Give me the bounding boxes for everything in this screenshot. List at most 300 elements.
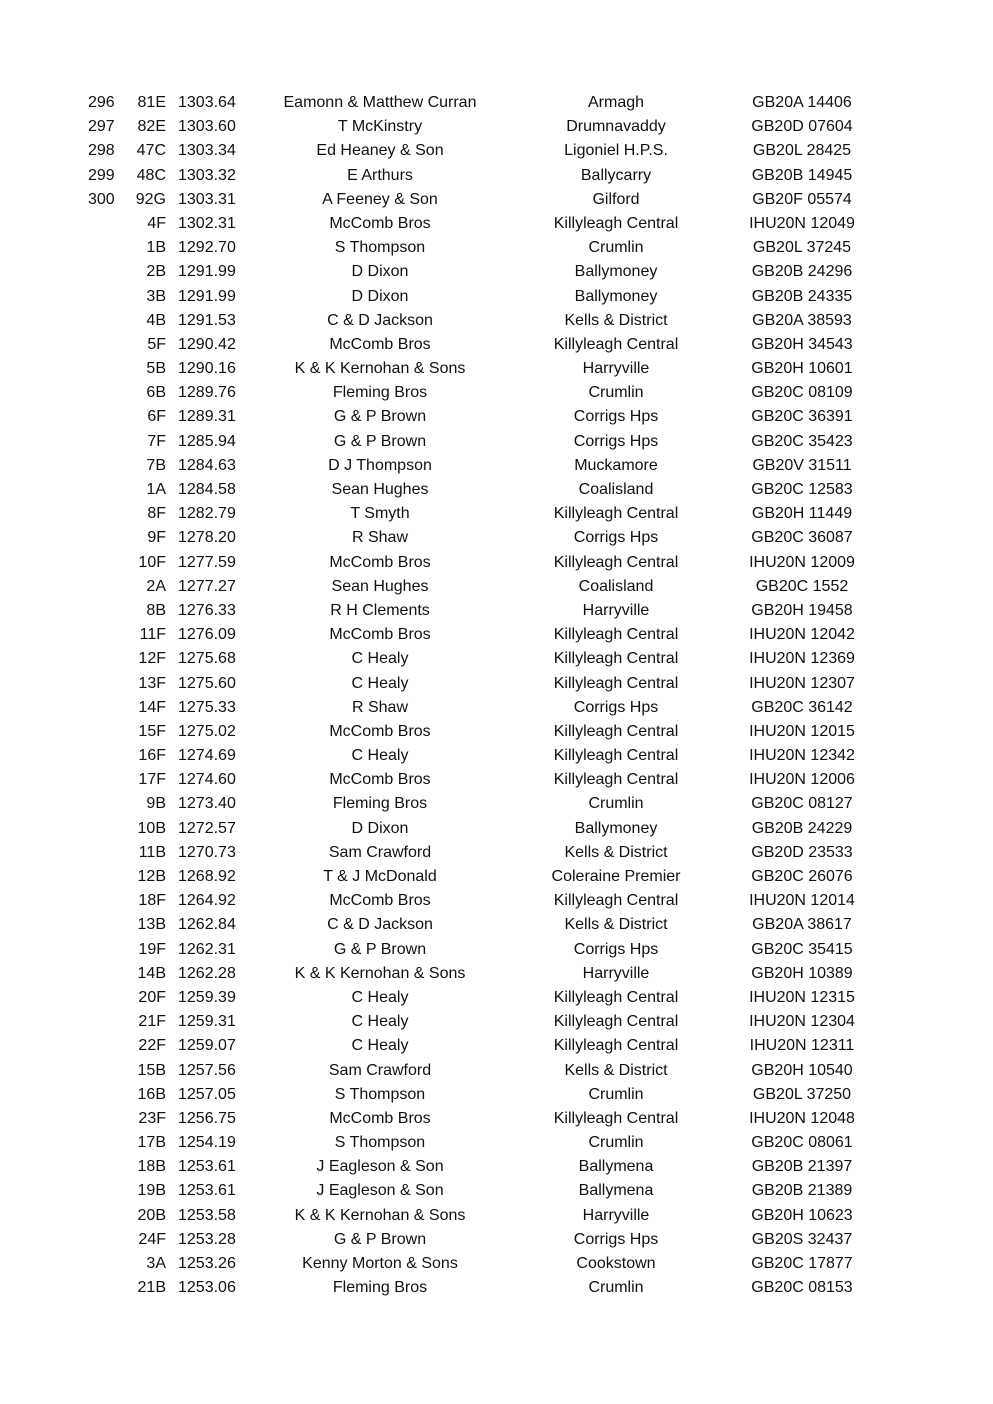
table-row bbox=[0, 1228, 993, 1252]
velocity-cell: 1303.32 bbox=[178, 166, 236, 184]
ring-number-cell: GB20H 10601 bbox=[751, 360, 853, 378]
fancier-name-cell: McComb Bros bbox=[329, 722, 431, 740]
velocity-cell: 1276.09 bbox=[178, 626, 236, 644]
fancier-name-cell: D J Thompson bbox=[328, 456, 432, 474]
section-code-cell: 17F bbox=[138, 771, 166, 789]
table-row bbox=[0, 913, 993, 937]
ring-number-cell: IHU20N 12048 bbox=[749, 1109, 855, 1127]
fancier-name-cell: E Arthurs bbox=[347, 166, 413, 184]
ring-number-cell: GB20D 07604 bbox=[751, 118, 853, 136]
results-table bbox=[0, 91, 993, 1300]
fancier-name-cell: McComb Bros bbox=[329, 214, 431, 232]
velocity-cell: 1257.05 bbox=[178, 1085, 236, 1103]
table-row bbox=[0, 526, 993, 550]
section-code-cell: 13B bbox=[137, 916, 166, 934]
table-row bbox=[0, 454, 993, 478]
ring-number-cell: GB20F 05574 bbox=[752, 190, 852, 208]
ring-number-cell: GB20A 38617 bbox=[752, 916, 852, 934]
table-row bbox=[0, 1179, 993, 1203]
club-cell: Ballycarry bbox=[580, 166, 652, 184]
table-row bbox=[0, 139, 993, 163]
section-code-cell: 14B bbox=[137, 964, 166, 982]
velocity-cell: 1274.69 bbox=[178, 747, 236, 765]
section-code-cell: 4B bbox=[146, 311, 166, 329]
section-code-cell: 13F bbox=[138, 674, 166, 692]
velocity-cell: 1303.64 bbox=[178, 94, 236, 111]
ring-number-cell: GB20L 37250 bbox=[752, 1085, 852, 1103]
table-row bbox=[0, 986, 993, 1010]
section-code-cell: 1A bbox=[146, 481, 166, 498]
velocity-cell: 1278.20 bbox=[178, 529, 236, 547]
velocity-cell: 1291.99 bbox=[178, 263, 236, 281]
club-cell: Kells & District bbox=[564, 1061, 668, 1079]
section-code-cell: 3B bbox=[146, 287, 166, 305]
table-row bbox=[0, 623, 993, 647]
club-cell: Crumlin bbox=[588, 795, 644, 813]
section-code-cell: 24F bbox=[138, 1230, 166, 1248]
club-cell: Coalisland bbox=[578, 481, 654, 498]
position-cell: 296 bbox=[88, 94, 115, 111]
section-code-cell: 12F bbox=[138, 650, 166, 668]
club-cell: Ballymoney bbox=[574, 819, 658, 837]
section-code-cell: 16F bbox=[138, 747, 166, 765]
ring-number-cell: GB20C 08127 bbox=[751, 795, 853, 813]
velocity-cell: 1284.58 bbox=[178, 481, 236, 498]
velocity-cell: 1274.60 bbox=[178, 771, 236, 789]
club-cell: Ballymena bbox=[578, 1158, 654, 1176]
table-row bbox=[0, 575, 993, 599]
ring-number-cell: IHU20N 12014 bbox=[749, 892, 855, 910]
table-row bbox=[0, 91, 993, 115]
table-row bbox=[0, 478, 993, 502]
fancier-name-cell: Sam Crawford bbox=[328, 843, 432, 861]
fancier-name-cell: McComb Bros bbox=[329, 771, 431, 789]
fancier-name-cell: R Shaw bbox=[351, 698, 409, 716]
velocity-cell: 1273.40 bbox=[178, 795, 236, 813]
table-row bbox=[0, 647, 993, 671]
velocity-cell: 1259.31 bbox=[178, 1013, 236, 1031]
section-code-cell: 23F bbox=[138, 1109, 166, 1127]
table-row bbox=[0, 744, 993, 768]
table-row bbox=[0, 672, 993, 696]
club-cell: Killyleagh Central bbox=[553, 722, 679, 740]
ring-number-cell: GB20B 21397 bbox=[751, 1158, 853, 1176]
table-row bbox=[0, 938, 993, 962]
section-code-cell: 10B bbox=[137, 819, 166, 837]
ring-number-cell: IHU20N 12315 bbox=[749, 988, 855, 1006]
ring-number-cell: GB20H 19458 bbox=[751, 601, 853, 619]
table-row bbox=[0, 1083, 993, 1107]
velocity-cell: 1268.92 bbox=[178, 868, 236, 885]
club-cell: Coleraine Premier bbox=[551, 868, 681, 885]
club-cell: Corrigs Hps bbox=[573, 940, 659, 958]
club-cell: Kells & District bbox=[564, 916, 668, 934]
position-cell: 300 bbox=[88, 190, 115, 208]
section-code-cell: 17B bbox=[137, 1134, 166, 1152]
club-cell: Killyleagh Central bbox=[553, 650, 679, 668]
section-code-cell: 5B bbox=[146, 360, 166, 378]
club-cell: Corrigs Hps bbox=[573, 698, 659, 716]
velocity-cell: 1275.60 bbox=[178, 674, 236, 692]
ring-number-cell: IHU20N 12369 bbox=[749, 650, 855, 668]
fancier-name-cell: McComb Bros bbox=[329, 626, 431, 644]
fancier-name-cell: McComb Bros bbox=[329, 892, 431, 910]
velocity-cell: 1289.31 bbox=[178, 408, 236, 426]
velocity-cell: 1270.73 bbox=[178, 843, 236, 861]
club-cell: Corrigs Hps bbox=[573, 408, 659, 426]
ring-number-cell: IHU20N 12311 bbox=[749, 1037, 855, 1055]
section-code-cell: 8F bbox=[147, 505, 166, 523]
section-code-cell: 10F bbox=[138, 553, 166, 571]
ring-number-cell: IHU20N 12042 bbox=[749, 626, 855, 644]
table-row bbox=[0, 115, 993, 139]
table-row bbox=[0, 962, 993, 986]
table-row bbox=[0, 1252, 993, 1276]
fancier-name-cell: T & J McDonald bbox=[323, 868, 437, 885]
fancier-name-cell: K & K Kernohan & Sons bbox=[294, 964, 466, 982]
table-row bbox=[0, 696, 993, 720]
club-cell: Kells & District bbox=[564, 843, 668, 861]
ring-number-cell: IHU20N 12015 bbox=[749, 722, 855, 740]
fancier-name-cell: D Dixon bbox=[351, 263, 409, 281]
velocity-cell: 1291.53 bbox=[178, 311, 236, 329]
fancier-name-cell: G & P Brown bbox=[333, 432, 427, 450]
velocity-cell: 1290.16 bbox=[178, 360, 236, 378]
fancier-name-cell: G & P Brown bbox=[333, 1230, 427, 1248]
velocity-cell: 1277.27 bbox=[178, 577, 236, 595]
ring-number-cell: GB20C 08061 bbox=[751, 1134, 853, 1152]
table-row bbox=[0, 720, 993, 744]
velocity-cell: 1291.99 bbox=[178, 287, 236, 305]
ring-number-cell: GB20L 37245 bbox=[752, 239, 852, 257]
fancier-name-cell: S Thompson bbox=[334, 1085, 426, 1103]
fancier-name-cell: C Healy bbox=[351, 988, 409, 1006]
club-cell: Crumlin bbox=[588, 239, 644, 257]
section-code-cell: 82E bbox=[137, 118, 166, 136]
fancier-name-cell: S Thompson bbox=[334, 239, 426, 257]
table-row bbox=[0, 817, 993, 841]
club-cell: Killyleagh Central bbox=[553, 335, 679, 353]
section-code-cell: 16B bbox=[137, 1085, 166, 1103]
club-cell: Killyleagh Central bbox=[553, 505, 679, 523]
section-code-cell: 11F bbox=[139, 626, 166, 644]
section-code-cell: 3A bbox=[146, 1255, 166, 1272]
velocity-cell: 1303.34 bbox=[178, 142, 236, 160]
fancier-name-cell: Sean Hughes bbox=[331, 577, 429, 595]
velocity-cell: 1256.75 bbox=[178, 1109, 236, 1127]
velocity-cell: 1259.39 bbox=[178, 988, 236, 1006]
table-row bbox=[0, 357, 993, 381]
club-cell: Ballymoney bbox=[574, 287, 658, 305]
ring-number-cell: GB20A 38593 bbox=[752, 311, 852, 329]
velocity-cell: 1290.42 bbox=[178, 335, 236, 353]
table-row bbox=[0, 841, 993, 865]
club-cell: Ballymena bbox=[578, 1182, 654, 1200]
ring-number-cell: GB20H 34543 bbox=[751, 335, 853, 353]
velocity-cell: 1253.61 bbox=[178, 1182, 236, 1200]
table-row bbox=[0, 865, 993, 889]
section-code-cell: 18F bbox=[138, 892, 166, 910]
club-cell: Corrigs Hps bbox=[573, 1230, 659, 1248]
section-code-cell: 21B bbox=[137, 1279, 166, 1297]
fancier-name-cell: T Smyth bbox=[350, 505, 410, 523]
velocity-cell: 1264.92 bbox=[178, 892, 236, 910]
ring-number-cell: GB20L 28425 bbox=[752, 142, 852, 160]
section-code-cell: 7B bbox=[146, 456, 166, 474]
ring-number-cell: IHU20N 12006 bbox=[749, 771, 855, 789]
club-cell: Killyleagh Central bbox=[553, 1013, 679, 1031]
position-cell: 298 bbox=[88, 142, 115, 160]
section-code-cell: 20B bbox=[137, 1206, 166, 1224]
section-code-cell: 19F bbox=[138, 940, 166, 958]
section-code-cell: 8B bbox=[146, 601, 166, 619]
ring-number-cell: GB20D 23533 bbox=[751, 843, 853, 861]
fancier-name-cell: A Feeney & Son bbox=[322, 190, 438, 208]
table-row bbox=[0, 236, 993, 260]
section-code-cell: 11B bbox=[138, 843, 166, 861]
club-cell: Cookstown bbox=[576, 1255, 656, 1272]
fancier-name-cell: Fleming Bros bbox=[332, 795, 428, 813]
velocity-cell: 1254.19 bbox=[178, 1134, 236, 1152]
section-code-cell: 18B bbox=[137, 1158, 166, 1176]
velocity-cell: 1302.31 bbox=[178, 214, 236, 232]
section-code-cell: 15F bbox=[138, 722, 166, 740]
table-row bbox=[0, 792, 993, 816]
fancier-name-cell: C Healy bbox=[351, 1037, 409, 1055]
club-cell: Killyleagh Central bbox=[553, 1109, 679, 1127]
table-row bbox=[0, 889, 993, 913]
fancier-name-cell: Sean Hughes bbox=[331, 481, 429, 498]
section-code-cell: 81E bbox=[137, 94, 166, 111]
velocity-cell: 1277.59 bbox=[178, 553, 236, 571]
fancier-name-cell: K & K Kernohan & Sons bbox=[294, 1206, 466, 1224]
ring-number-cell: GB20C 1552 bbox=[755, 577, 849, 595]
ring-number-cell: GB20C 17877 bbox=[751, 1255, 853, 1272]
table-row bbox=[0, 1010, 993, 1034]
ring-number-cell: GB20C 08153 bbox=[751, 1279, 853, 1297]
fancier-name-cell: R Shaw bbox=[351, 529, 409, 547]
table-row bbox=[0, 188, 993, 212]
velocity-cell: 1275.33 bbox=[178, 698, 236, 716]
section-code-cell: 6F bbox=[147, 408, 166, 426]
velocity-cell: 1303.31 bbox=[178, 190, 236, 208]
club-cell: Killyleagh Central bbox=[553, 1037, 679, 1055]
section-code-cell: 2B bbox=[146, 263, 166, 281]
ring-number-cell: IHU20N 12304 bbox=[749, 1013, 855, 1031]
club-cell: Crumlin bbox=[588, 1134, 644, 1152]
table-row bbox=[0, 1155, 993, 1179]
fancier-name-cell: Sam Crawford bbox=[328, 1061, 432, 1079]
fancier-name-cell: Fleming Bros bbox=[332, 384, 428, 402]
position-cell: 297 bbox=[88, 118, 115, 136]
ring-number-cell: GB20C 36087 bbox=[751, 529, 853, 547]
fancier-name-cell: Ed Heaney & Son bbox=[316, 142, 444, 160]
fancier-name-cell: C Healy bbox=[351, 650, 409, 668]
fancier-name-cell: C & D Jackson bbox=[327, 916, 433, 934]
ring-number-cell: GB20B 21389 bbox=[751, 1182, 853, 1200]
club-cell: Ligoniel H.P.S. bbox=[564, 142, 668, 160]
section-code-cell: 1B bbox=[146, 239, 166, 257]
section-code-cell: 48C bbox=[136, 166, 166, 184]
ring-number-cell: GB20C 08109 bbox=[751, 384, 853, 402]
club-cell: Corrigs Hps bbox=[573, 432, 659, 450]
ring-number-cell: GB20H 10623 bbox=[751, 1206, 853, 1224]
table-row bbox=[0, 333, 993, 357]
section-code-cell: 7F bbox=[147, 432, 166, 450]
ring-number-cell: GB20C 36142 bbox=[751, 698, 853, 716]
velocity-cell: 1253.61 bbox=[178, 1158, 236, 1176]
velocity-cell: 1253.06 bbox=[178, 1279, 236, 1297]
club-cell: Killyleagh Central bbox=[553, 747, 679, 765]
ring-number-cell: GB20H 10389 bbox=[751, 964, 853, 982]
table-row bbox=[0, 430, 993, 454]
fancier-name-cell: C Healy bbox=[351, 674, 409, 692]
velocity-cell: 1253.28 bbox=[178, 1230, 236, 1248]
fancier-name-cell: Eamonn & Matthew Curran bbox=[283, 94, 477, 111]
club-cell: Crumlin bbox=[588, 1085, 644, 1103]
section-code-cell: 92G bbox=[135, 190, 166, 208]
ring-number-cell: GB20B 24335 bbox=[751, 287, 853, 305]
section-code-cell: 2A bbox=[146, 577, 166, 595]
velocity-cell: 1262.31 bbox=[178, 940, 236, 958]
fancier-name-cell: D Dixon bbox=[351, 819, 409, 837]
table-row bbox=[0, 309, 993, 333]
ring-number-cell: GB20C 35423 bbox=[751, 432, 853, 450]
fancier-name-cell: C Healy bbox=[351, 1013, 409, 1031]
velocity-cell: 1259.07 bbox=[178, 1037, 236, 1055]
club-cell: Killyleagh Central bbox=[553, 674, 679, 692]
section-code-cell: 14F bbox=[138, 698, 166, 716]
ring-number-cell: GB20C 12583 bbox=[751, 481, 853, 498]
fancier-name-cell: McComb Bros bbox=[329, 335, 431, 353]
fancier-name-cell: G & P Brown bbox=[333, 940, 427, 958]
club-cell: Drumnavaddy bbox=[566, 118, 666, 136]
table-row bbox=[0, 260, 993, 284]
table-row bbox=[0, 164, 993, 188]
table-row bbox=[0, 768, 993, 792]
section-code-cell: 19B bbox=[137, 1182, 166, 1200]
section-code-cell: 9F bbox=[147, 529, 166, 547]
section-code-cell: 4F bbox=[147, 214, 166, 232]
velocity-cell: 1285.94 bbox=[178, 432, 236, 450]
club-cell: Gilford bbox=[592, 190, 640, 208]
table-row bbox=[0, 1034, 993, 1058]
table-row bbox=[0, 285, 993, 309]
ring-number-cell: GB20C 26076 bbox=[751, 868, 853, 885]
ring-number-cell: GB20C 35415 bbox=[751, 940, 853, 958]
club-cell: Coalisland bbox=[578, 577, 654, 595]
ring-number-cell: IHU20N 12307 bbox=[749, 674, 855, 692]
ring-number-cell: GB20H 10540 bbox=[751, 1061, 853, 1079]
ring-number-cell: GB20V 31511 bbox=[752, 456, 852, 474]
ring-number-cell: GB20B 24296 bbox=[751, 263, 853, 281]
fancier-name-cell: McComb Bros bbox=[329, 1109, 431, 1127]
fancier-name-cell: McComb Bros bbox=[329, 553, 431, 571]
table-row bbox=[0, 551, 993, 575]
velocity-cell: 1253.26 bbox=[178, 1255, 236, 1272]
table-row bbox=[0, 1059, 993, 1083]
fancier-name-cell: T McKinstry bbox=[337, 118, 423, 136]
table-row bbox=[0, 1131, 993, 1155]
ring-number-cell: GB20S 32437 bbox=[751, 1230, 853, 1248]
club-cell: Kells & District bbox=[564, 311, 668, 329]
section-code-cell: 15B bbox=[137, 1061, 166, 1079]
club-cell: Crumlin bbox=[588, 1279, 644, 1297]
fancier-name-cell: S Thompson bbox=[334, 1134, 426, 1152]
section-code-cell: 47C bbox=[136, 142, 166, 160]
club-cell: Armagh bbox=[587, 94, 645, 111]
ring-number-cell: GB20A 14406 bbox=[752, 94, 852, 111]
club-cell: Killyleagh Central bbox=[553, 214, 679, 232]
ring-number-cell: GB20H 11449 bbox=[751, 505, 853, 523]
fancier-name-cell: J Eagleson & Son bbox=[316, 1158, 444, 1176]
ring-number-cell: IHU20N 12009 bbox=[749, 553, 855, 571]
club-cell: Harryville bbox=[582, 360, 650, 378]
club-cell: Killyleagh Central bbox=[553, 626, 679, 644]
fancier-name-cell: C Healy bbox=[351, 747, 409, 765]
club-cell: Corrigs Hps bbox=[573, 529, 659, 547]
club-cell: Harryville bbox=[582, 601, 650, 619]
club-cell: Killyleagh Central bbox=[553, 988, 679, 1006]
velocity-cell: 1275.02 bbox=[178, 722, 236, 740]
fancier-name-cell: R H Clements bbox=[330, 601, 430, 619]
section-code-cell: 21F bbox=[138, 1013, 166, 1031]
section-code-cell: 22F bbox=[138, 1037, 166, 1055]
velocity-cell: 1272.57 bbox=[178, 819, 236, 837]
velocity-cell: 1292.70 bbox=[178, 239, 236, 257]
table-row bbox=[0, 502, 993, 526]
table-row bbox=[0, 405, 993, 429]
section-code-cell: 6B bbox=[146, 384, 166, 402]
table-row bbox=[0, 381, 993, 405]
position-cell: 299 bbox=[88, 166, 115, 184]
section-code-cell: 9B bbox=[146, 795, 166, 813]
club-cell: Killyleagh Central bbox=[553, 771, 679, 789]
table-row bbox=[0, 212, 993, 236]
fancier-name-cell: Fleming Bros bbox=[332, 1279, 428, 1297]
velocity-cell: 1262.28 bbox=[178, 964, 236, 982]
club-cell: Killyleagh Central bbox=[553, 553, 679, 571]
velocity-cell: 1289.76 bbox=[178, 384, 236, 402]
club-cell: Harryville bbox=[582, 964, 650, 982]
velocity-cell: 1262.84 bbox=[178, 916, 236, 934]
velocity-cell: 1275.68 bbox=[178, 650, 236, 668]
fancier-name-cell: C & D Jackson bbox=[327, 311, 433, 329]
table-row bbox=[0, 1204, 993, 1228]
velocity-cell: 1284.63 bbox=[178, 456, 236, 474]
ring-number-cell: GB20B 24229 bbox=[751, 819, 853, 837]
club-cell: Muckamore bbox=[574, 456, 658, 474]
fancier-name-cell: K & K Kernohan & Sons bbox=[294, 360, 466, 378]
section-code-cell: 12B bbox=[137, 868, 166, 885]
fancier-name-cell: J Eagleson & Son bbox=[316, 1182, 444, 1200]
table-row bbox=[0, 599, 993, 623]
table-row bbox=[0, 1107, 993, 1131]
velocity-cell: 1257.56 bbox=[178, 1061, 236, 1079]
club-cell: Ballymoney bbox=[574, 263, 658, 281]
ring-number-cell: GB20B 14945 bbox=[751, 166, 853, 184]
ring-number-cell: IHU20N 12049 bbox=[749, 214, 855, 232]
fancier-name-cell: Kenny Morton & Sons bbox=[302, 1255, 458, 1272]
ring-number-cell: IHU20N 12342 bbox=[749, 747, 855, 765]
velocity-cell: 1303.60 bbox=[178, 118, 236, 136]
section-code-cell: 20F bbox=[138, 988, 166, 1006]
velocity-cell: 1253.58 bbox=[178, 1206, 236, 1224]
table-row bbox=[0, 1276, 993, 1300]
velocity-cell: 1282.79 bbox=[178, 505, 236, 523]
club-cell: Harryville bbox=[582, 1206, 650, 1224]
fancier-name-cell: D Dixon bbox=[351, 287, 409, 305]
